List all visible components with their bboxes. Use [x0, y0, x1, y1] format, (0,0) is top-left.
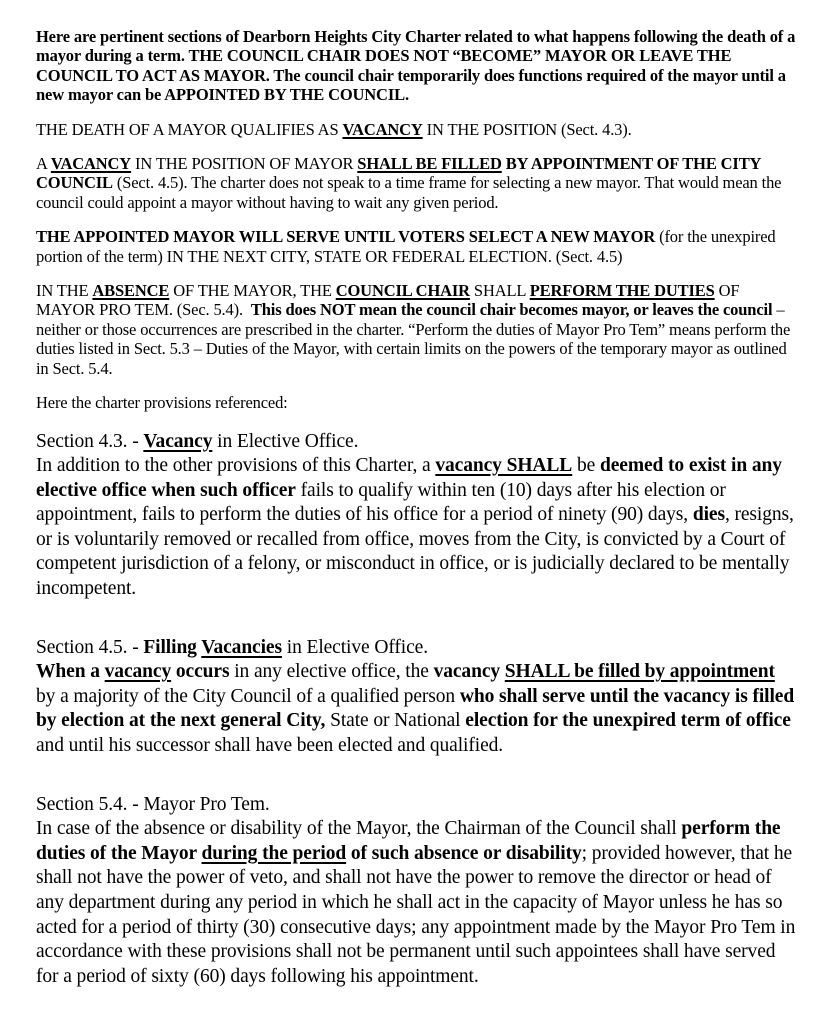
text-run: in any elective office, the — [229, 661, 434, 683]
intro-paragraph — [36, 27, 797, 105]
text-run: , resigns, or is voluntarily removed or recalled from office, moves from the City, is convicted by a Court of competent jurisdiction of a felony, or misconduct in office, or is judicially declared to be mentally incompetent. — [36, 504, 794, 600]
text-run: Filling — [143, 636, 202, 658]
text-run: (Sect. 4.5). The charter does not speak to a time frame for selecting a new mayor. That would mean the council could appoint a mayor without having to wait any given period. — [36, 173, 782, 212]
document-content — [36, 27, 797, 989]
text-run: In addition to the other provisions of this Charter, a — [36, 455, 436, 477]
text-run: IN THE POSITION OF MAYOR — [131, 154, 358, 174]
text-run: In case of the absence or disability of the Mayor, the Chairman of the Council shall — [36, 818, 682, 840]
text-run: This does NOT mean the council chair becomes mayor, or leaves the council — [250, 300, 773, 320]
section-heading — [36, 793, 797, 818]
text-run: during the period — [201, 842, 347, 864]
section-body-paragraph — [36, 660, 797, 758]
text-run: Vacancies — [201, 636, 282, 658]
section-body-paragraph — [36, 817, 797, 989]
text-run: SHALL — [469, 281, 530, 301]
text-run: When a — [36, 661, 105, 683]
text-run: THE APPOINTED MAYOR WILL SERVE UNTIL VOTERS SELECT A NEW MAYOR — [36, 227, 656, 247]
text-run: BY APPOINTMENT OF THE CITY COUNCIL — [36, 154, 761, 193]
text-run: IN THE POSITION (Sect. 4.3). — [422, 119, 632, 139]
text-run: – neither or those occurrences are prescribed in the charter. “Perform the duties of Mayor Pro Tem” means perform the duties listed in Sect. 5.3 – Duties of the Mayor, with certain limits on the powers of the temporary mayor as outlined in Sect. 5.4. — [36, 300, 791, 378]
text-run: dies — [692, 504, 725, 526]
text-run: Vacancy — [143, 430, 213, 452]
text-run: vacancy — [104, 661, 172, 683]
text-run: VACANCY — [342, 119, 423, 139]
text-run: SHALL be filled by appointment — [504, 661, 775, 683]
text-run: fails to qualify within ten (10) days after his election or appointment, fails to perform the duties of his office for a period of ninety (90) days, — [36, 479, 726, 526]
paragraph — [36, 281, 797, 378]
section-body-paragraph — [36, 454, 797, 602]
text-run: by a majority of the City Council of a qualified person — [36, 685, 460, 707]
text-run: OF MAYOR PRO TEM. (Sec. 5.4). — [36, 281, 740, 320]
text-run: in Elective Office. — [281, 636, 428, 658]
section-heading — [36, 430, 797, 455]
text-run: who shall serve until the vacancy is filled by election at the next general City, — [36, 685, 795, 732]
text-run: Here the charter provisions referenced: — [36, 393, 288, 413]
text-run: OF THE MAYOR, THE — [169, 281, 336, 301]
text-run: of such absence or disability — [346, 842, 582, 864]
text-run: deemed to exist in any elective office when such officer — [36, 455, 782, 501]
paragraph — [36, 227, 797, 266]
paragraph — [36, 393, 797, 412]
text-run: State or National — [325, 710, 466, 732]
text-run: Section 4.3. - — [36, 430, 144, 452]
text-run: Here are pertinent sections of Dearborn Heights City Charter related to what happens following the death of a mayor during a term. THE COUNCIL CHAIR DOES NOT “BECOME” MAYOR OR LEAVE THE COUNCIL TO ACT AS MAYOR. The council chair temporarily does functions required of the mayor until a new mayor can be APPOINTED BY THE COUNCIL. — [36, 27, 796, 105]
text-run: perform the duties of the Mayor — [36, 818, 781, 864]
text-run: ; provided however, that he shall not have the power of veto, and shall not have the power to remove the director or head of any department during any period in which he shall act in the capacity of Mayor unless he has so acted for a period of thirty (30) consecutive days; any appointment made by the Mayor Pro Tem in accordance with these provisions shall not be permanent until such appointees shall have served for a period of sixty (60) days following his appointment. — [36, 842, 796, 987]
text-run: Section 4.5. - — [36, 636, 144, 658]
text-run: COUNCIL CHAIR — [335, 281, 470, 301]
text-run: vacancy — [433, 661, 505, 683]
text-run: election for the unexpired term of office — [465, 710, 791, 732]
text-run: be — [572, 455, 600, 477]
text-run: Section 5.4. - Mayor Pro Tem. — [36, 793, 270, 815]
text-run: (for the unexpired portion of the term) IN THE NEXT CITY, STATE OR FEDERAL ELECTION. (Sect. 4.5) — [36, 227, 776, 266]
text-run: SHALL BE FILLED — [357, 154, 502, 174]
text-run: occurs — [171, 661, 230, 683]
text-run: IN THE — [36, 281, 93, 301]
section-heading — [36, 636, 797, 661]
text-run: THE DEATH OF A MAYOR QUALIFIES AS — [36, 119, 343, 139]
text-run: VACANCY — [50, 154, 132, 174]
text-run: in Elective Office. — [212, 430, 359, 452]
text-run: PERFORM THE DUTIES — [529, 281, 715, 301]
paragraph — [36, 120, 797, 139]
text-run: ABSENCE — [92, 281, 170, 301]
text-run: A — [36, 154, 51, 174]
text-run: vacancy SHALL — [435, 455, 573, 477]
text-run: and until his successor shall have been elected and qualified. — [36, 735, 504, 757]
paragraph — [36, 154, 797, 212]
